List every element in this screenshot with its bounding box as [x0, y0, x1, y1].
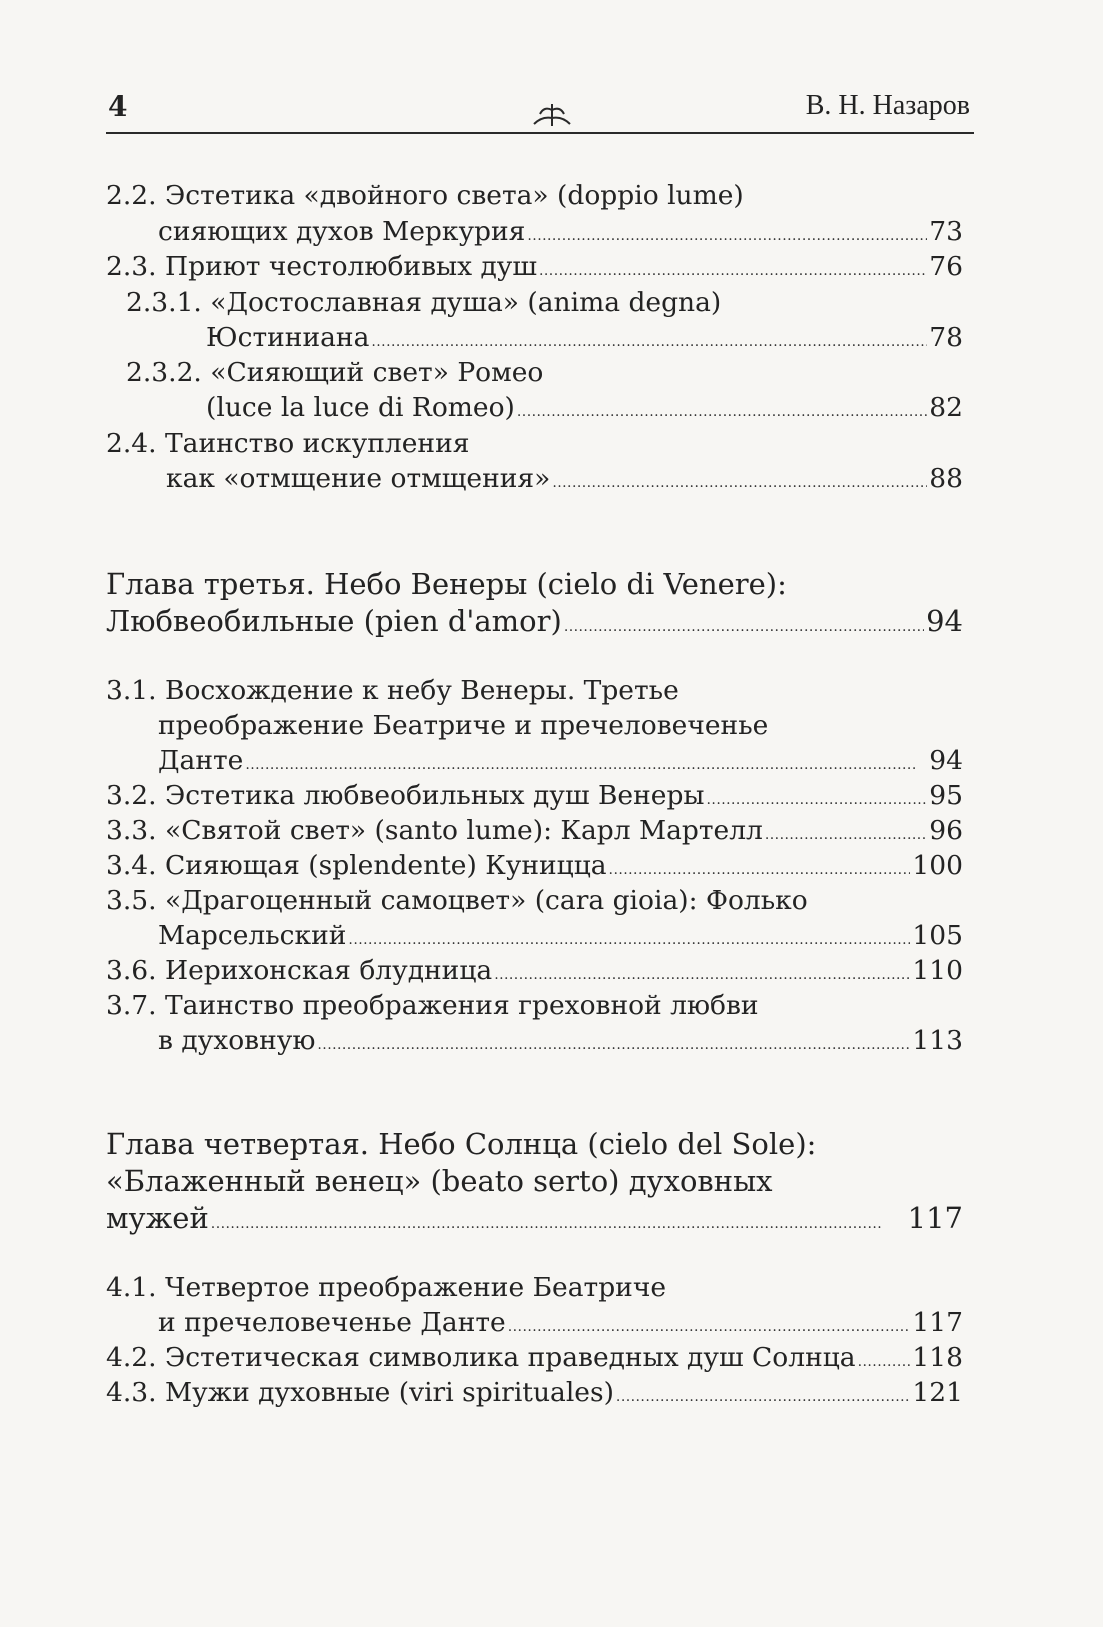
toc-entry-4-1[interactable]: и пречеловеченье Данте . . . 117 — [158, 1305, 963, 1341]
page-ref: 105 — [912, 920, 963, 951]
toc-entry-3-7[interactable]: в духовную . . . 113 — [158, 1023, 963, 1059]
page-ref: 100 — [912, 850, 963, 881]
chapter-4-title-line2: «Блаженный венец» (beato serto) духовных — [106, 1164, 773, 1198]
page-ref: 94 — [929, 745, 963, 776]
toc-entry-3-2[interactable]: 3.2. Эстетика любвеобильных душ Венеры . . . 95 — [106, 778, 963, 814]
toc-entry-3-7-line1: 3.7. Таинство преображения греховной любви — [106, 990, 759, 1021]
toc-entry-3-4[interactable]: 3.4. Сияющая (splendente) Куницца . . . 100 — [106, 848, 963, 884]
page-ref: 96 — [929, 815, 963, 846]
toc-entry-3-3[interactable]: 3.3. «Святой свет» (santo lume): Карл Мартелл . . . 96 — [106, 813, 963, 849]
page-number: 4 — [108, 90, 128, 123]
running-header — [106, 82, 974, 134]
page-ref: 113 — [912, 1025, 963, 1056]
toc-entry-2-4[interactable]: как «отмщение отмщения» . . . 88 — [166, 461, 963, 497]
chapter-4-title-line1: Глава четвертая. Небо Солнца (cielo del Sole): — [106, 1127, 817, 1161]
page-ref: 118 — [912, 1342, 963, 1373]
fleuron-ornament-icon — [530, 100, 574, 130]
chapter-3-title-line1: Глава третья. Небо Венеры (cielo di Venere): — [106, 567, 787, 601]
toc-entry-3-1[interactable]: Данте . . . 94 — [158, 743, 963, 779]
chapter-3-entry[interactable]: Любвеобильные (pien d'amor) . . . 94 — [106, 603, 963, 639]
page-ref: 82 — [929, 392, 963, 423]
page-ref: 117 — [907, 1201, 963, 1235]
toc-entry-2-3-2-line1: 2.3.2. «Сияющий свет» Ромео — [126, 357, 544, 388]
toc-entry-2-4-line1: 2.4. Таинство искупления — [106, 428, 470, 459]
page-ref: 78 — [929, 322, 963, 353]
page-ref: 95 — [929, 780, 963, 811]
toc-entry-4-3[interactable]: 4.3. Мужи духовные (viri spirituales) . . . 121 — [106, 1375, 963, 1411]
author-name: В. Н. Назаров — [805, 90, 970, 121]
page-ref: 94 — [926, 604, 963, 638]
page-ref: 88 — [929, 463, 963, 494]
toc-entry-2-3-1[interactable]: Юстиниана . . . 78 — [206, 320, 963, 356]
toc-entry-4-2[interactable]: 4.2. Эстетическая символика праведных душ Солнца . . . 118 — [106, 1340, 963, 1376]
toc-entry-2-3-2[interactable]: (luce la luce di Romeo) . . . 82 — [206, 390, 963, 426]
toc-entry-2-3[interactable]: 2.3. Приют честолюбивых душ . . . 76 — [106, 249, 963, 285]
page-ref: 117 — [912, 1307, 963, 1338]
toc-entry-3-5[interactable]: Марсельский . . . 105 — [158, 918, 963, 954]
toc-entry-3-5-line1: 3.5. «Драгоценный самоцвет» (cara gioia): Фолько — [106, 885, 808, 916]
page-ref: 73 — [929, 216, 963, 247]
toc-entry-3-1-line2: преображение Беатриче и пречеловеченье — [158, 710, 769, 741]
page-ref: 76 — [929, 251, 963, 282]
page-ref: 110 — [912, 955, 963, 986]
chapter-4-entry[interactable]: мужей . . . 117 — [106, 1200, 963, 1236]
page-ref: 121 — [912, 1377, 963, 1408]
toc-entry-2-2[interactable]: сияющих духов Меркурия . . . 73 — [158, 214, 963, 250]
toc-entry-2-3-1-line1: 2.3.1. «Достославная душа» (anima degna) — [126, 287, 722, 318]
toc-entry-4-1-line1: 4.1. Четвертое преображение Беатриче — [106, 1272, 667, 1303]
toc-entry-3-6[interactable]: 3.6. Иерихонская блудница . . . 110 — [106, 953, 963, 989]
toc-entry-3-1-line1: 3.1. Восхождение к небу Венеры. Третье — [106, 675, 679, 706]
toc-entry-2-2-line1: 2.2. Эстетика «двойного света» (doppio lume) — [106, 180, 744, 211]
